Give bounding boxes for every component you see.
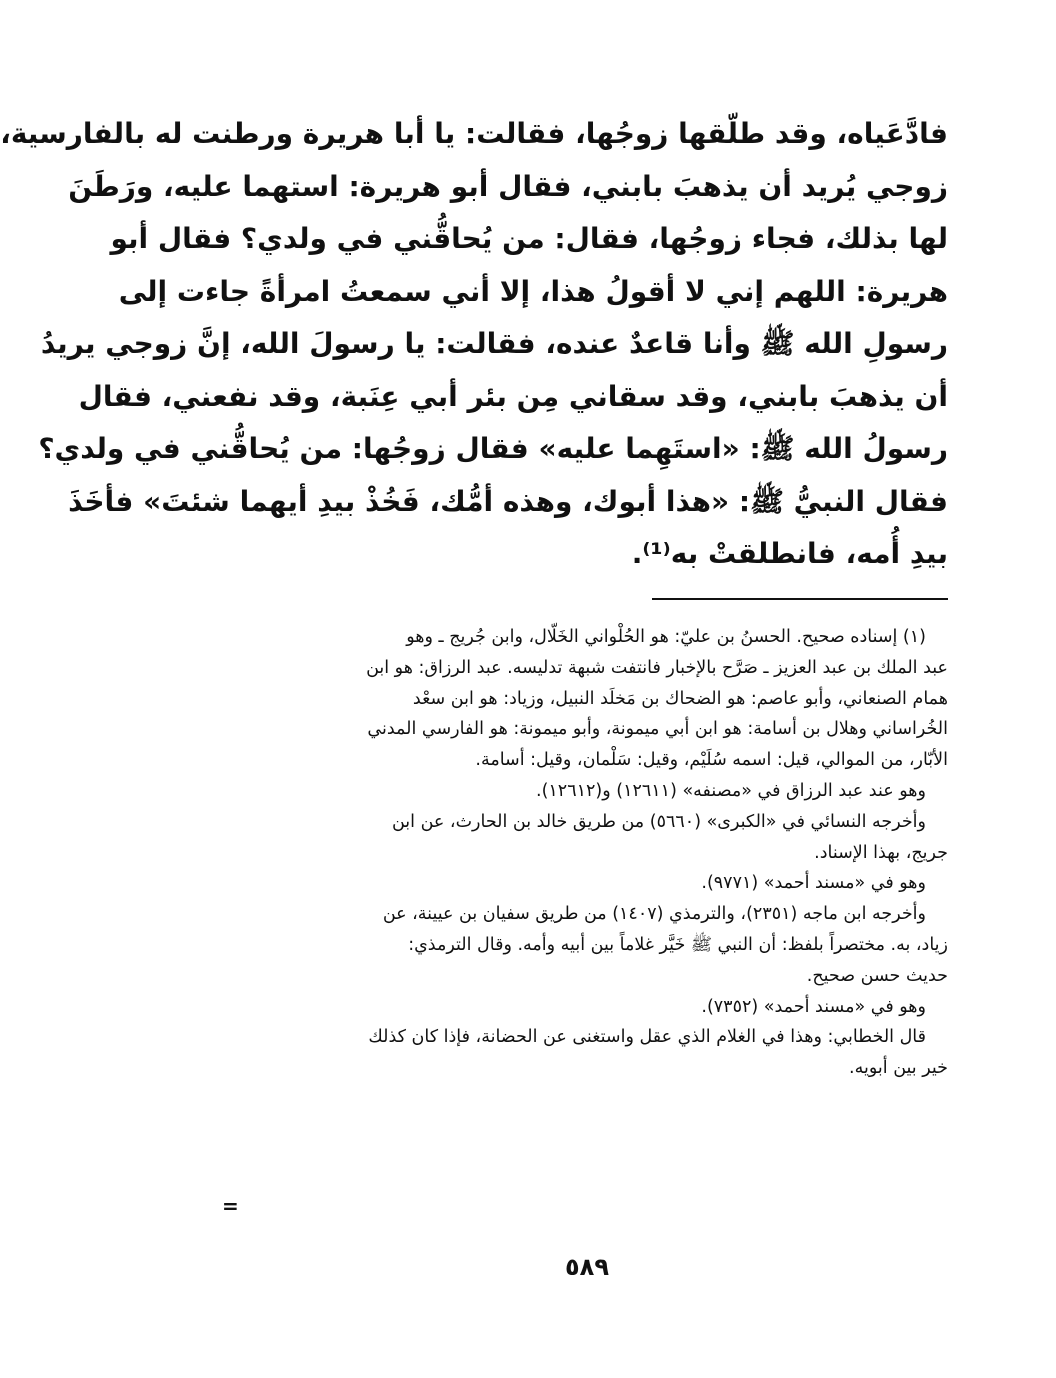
footnote-line: قال الخطابي: وهذا في الغلام الذي عقل واستغنى عن الحضانة، فإذا كان كذلك xyxy=(368,1027,926,1048)
footnote-continuation-mark: = xyxy=(222,1194,239,1218)
footnote-line: وهو في «مسند أحمد» (٧٣٥٢). xyxy=(701,996,926,1017)
footnote-line: همام الصنعاني، وأبو عاصم: هو الضحاك بن مَخلَد النبيل، وزياد: هو ابن سعْد xyxy=(412,688,948,709)
footnote-line: زياد، به. مختصراً بلفظ: أن النبي ﷺ خَيَّر غلاماً بين أبيه وأمه. وقال الترمذي: xyxy=(408,934,948,955)
footnote-line: وهو في «مسند أحمد» (٩٧٧١). xyxy=(701,873,926,894)
footnote-line: وأخرجه النسائي في «الكبرى» (٥٦٦٠) من طريق خالد بن الحارث، عن ابن xyxy=(391,811,926,832)
footnote-line: جريج، بهذا الإسناد. xyxy=(814,842,948,863)
main-text-block xyxy=(0,108,948,581)
footnote-line: (١) إسناده صحيح. الحسنُ بن عليّ: هو الحُلْواني الخَلّال، وابن جُريج ـ وهو xyxy=(406,627,926,647)
footnote-line: الأبّار، من الموالي، قيل: اسمه سُلَيْم، وقيل: سَلْمان، وقيل: أسامة. xyxy=(475,750,948,771)
footnote-line: الخُراساني وهلال بن أسامة: هو ابن أبي ميمونة، وأبو ميمونة: هو الفارسي المدني xyxy=(367,719,948,740)
main-text-line: هريرة: اللهم إني لا أقولُ هذا، إلا أني سمعتُ امرأةً جاءت إلى xyxy=(118,274,948,308)
footnote-line: حديث حسن صحيح. xyxy=(806,965,948,986)
footnote-line: خير بين أبويه. xyxy=(849,1058,948,1079)
footnote-line: وهو عند عبد الرزاق في «مصنفه» (١٢٦١١) و(١٢٦١٢). xyxy=(536,780,926,801)
main-text-line: فقال النبيُّ ﷺ: «هذا أبوك، وهذه أمُّك، فَخُذْ بيدِ أيهما شئتَ» فأخَذَ xyxy=(68,484,948,518)
footnote-line: وأخرجه ابن ماجه (٢٣٥١)، والترمذي (١٤٠٧) من طريق سفيان بن عيينة، عن xyxy=(382,904,926,925)
main-text-line: أن يذهبَ بابني، وقد سقاني مِن بئر أبي عِنَبة، وقد نفعني، فقال xyxy=(78,379,948,413)
page-number: ٥٨٩ xyxy=(565,1253,609,1281)
main-text-line: لها بذلك، فجاء زوجُها، فقال: من يُحاقُّني في ولدي؟ فقال أبو xyxy=(110,222,948,255)
footnote-line: عبد الملك بن عبد العزيز ـ صَرَّح بالإخبار فانتفت شبهة تدليسه. عبد الرزاق: هو ابن xyxy=(366,657,948,678)
footnote-divider xyxy=(652,598,948,600)
main-text-line: فادَّعَياه، وقد طلّقها زوجُها، فقالت: يا أبا هريرة ورطنت له بالفارسية، xyxy=(0,117,948,150)
main-text-line: رسولُ الله ﷺ: «استَهِما عليه» فقال زوجُها: من يُحاقُّني في ولدي؟ xyxy=(38,432,948,465)
main-text-line: بيدِ أُمه، فانطلقتْ به⁽¹⁾. xyxy=(631,537,948,570)
footnotes-block xyxy=(226,622,948,1084)
main-text-line: زوجي يُريد أن يذهبَ بابني، فقال أبو هريرة: استهما عليه، ورَطَنَ xyxy=(68,169,948,203)
main-text-line: رسولِ الله ﷺ وأنا قاعدٌ عنده، فقالت: يا رسولَ الله، إنَّ زوجي يريدُ xyxy=(40,327,948,360)
